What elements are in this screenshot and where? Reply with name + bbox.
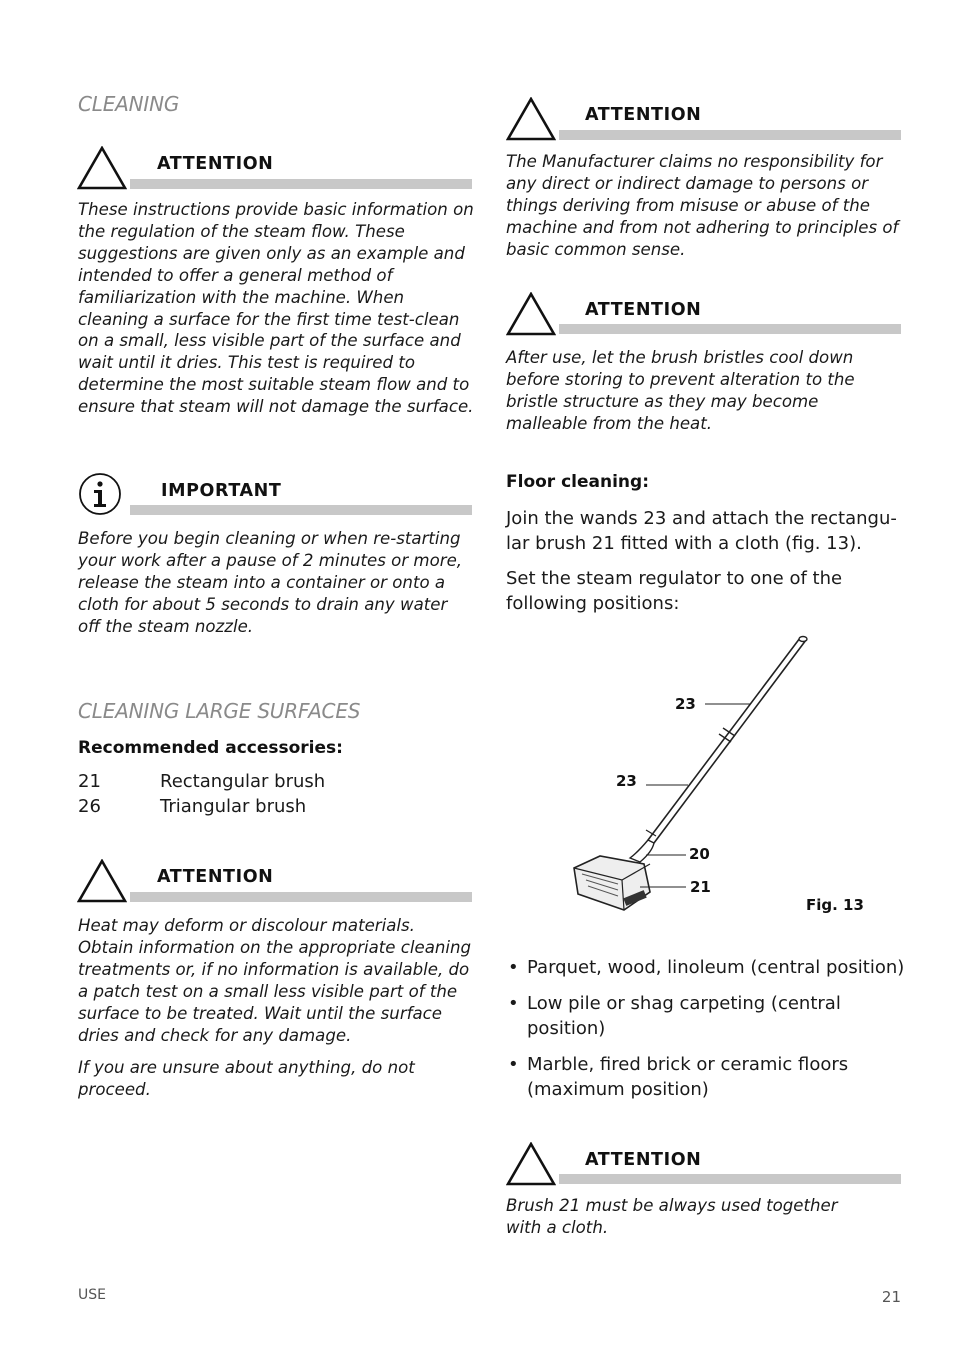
accessory-number: 26 — [78, 796, 101, 817]
warning-triangle-icon — [77, 859, 127, 903]
accessory-name: Rectangular brush — [160, 771, 326, 792]
attention-text: After use, let the brush bristles cool down before storing to prevent alteration to the bristle structure as they may become malleable from the heat. — [506, 348, 855, 433]
section-title-large-surfaces: CLEANING LARGE SURFACES — [78, 699, 361, 723]
attention-text: Heat may deform or discolour materials. Obtain information on the appropriate cleaning treatments or, if no information is available, do a patch test on a small less visible part of the surface to be treated. Wait until the surface dries and check for any damage. — [78, 916, 472, 1045]
warning-triangle-icon — [506, 292, 556, 336]
recommended-heading: Recommended accessories: — [78, 738, 343, 758]
attention-label: ATTENTION — [585, 1150, 702, 1170]
attention-bar — [559, 1174, 901, 1184]
floor-paragraph: Set the steam regulator to one of the following positions: — [506, 568, 843, 614]
attention-text: If you are unsure about anything, do not proceed. — [78, 1058, 415, 1099]
callout-label: 21 — [690, 878, 711, 896]
list-item: • Marble, fired brick or ceramic floors (maximum position) — [506, 1052, 906, 1102]
footer-section: USE — [78, 1287, 106, 1303]
accessory-name: Triangular brush — [160, 796, 307, 817]
surface-list — [506, 955, 906, 1113]
attention-bar — [130, 892, 472, 902]
floor-paragraph: Join the wands 23 and attach the rectangu-lar brush 21 fitted with a cloth (fig. 13). — [506, 508, 897, 554]
attention-label: ATTENTION — [585, 105, 702, 125]
callout-label: 23 — [675, 695, 696, 713]
accessory-number: 21 — [78, 771, 101, 792]
attention-label: ATTENTION — [157, 154, 274, 174]
figure-caption: Fig. 13 — [806, 896, 864, 914]
list-item: • Low pile or shag carpeting (central position) — [506, 991, 906, 1041]
important-bar — [130, 505, 472, 515]
attention-text: Brush 21 must be always used together with a cloth. — [506, 1196, 838, 1237]
page-number: 21 — [881, 1288, 901, 1306]
attention-bar — [559, 130, 901, 140]
attention-text: These instructions provide basic information on the regulation of the steam flow. These suggestions are given only as an example and intended to offer a general method of familiarization with the machine. When cleaning a surface for the first time test-clean on a small, less visible part of the surface and wait until it dries. This test is required to determine the most suitable steam flow and to ensure that steam will not damage the surface. — [78, 200, 474, 417]
warning-triangle-icon — [77, 146, 127, 190]
warning-triangle-icon — [506, 97, 556, 141]
attention-label: ATTENTION — [585, 300, 702, 320]
attention-bar — [130, 179, 472, 189]
attention-bar — [559, 324, 901, 334]
attention-text: The Manufacturer claims no responsibility for any direct or indirect damage to persons or things deriving from misuse or abuse of the machine and from not adhering to principles of basic common sense. — [506, 152, 899, 259]
important-label: IMPORTANT — [161, 481, 282, 501]
floor-cleaning-heading: Floor cleaning: — [506, 472, 650, 492]
warning-triangle-icon — [506, 1142, 556, 1186]
important-text: Before you begin cleaning or when re-starting your work after a pause of 2 minutes or more, release the steam into a container or onto a cloth for about 5 seconds to drain any water off the steam nozzle. — [78, 529, 463, 636]
section-title-cleaning: CLEANING — [78, 92, 180, 116]
callout-label: 20 — [689, 845, 710, 863]
info-icon — [78, 472, 122, 516]
attention-label: ATTENTION — [157, 867, 274, 887]
callout-label: 23 — [616, 772, 637, 790]
list-item: • Parquet, wood, linoleum (central position) — [506, 955, 906, 980]
